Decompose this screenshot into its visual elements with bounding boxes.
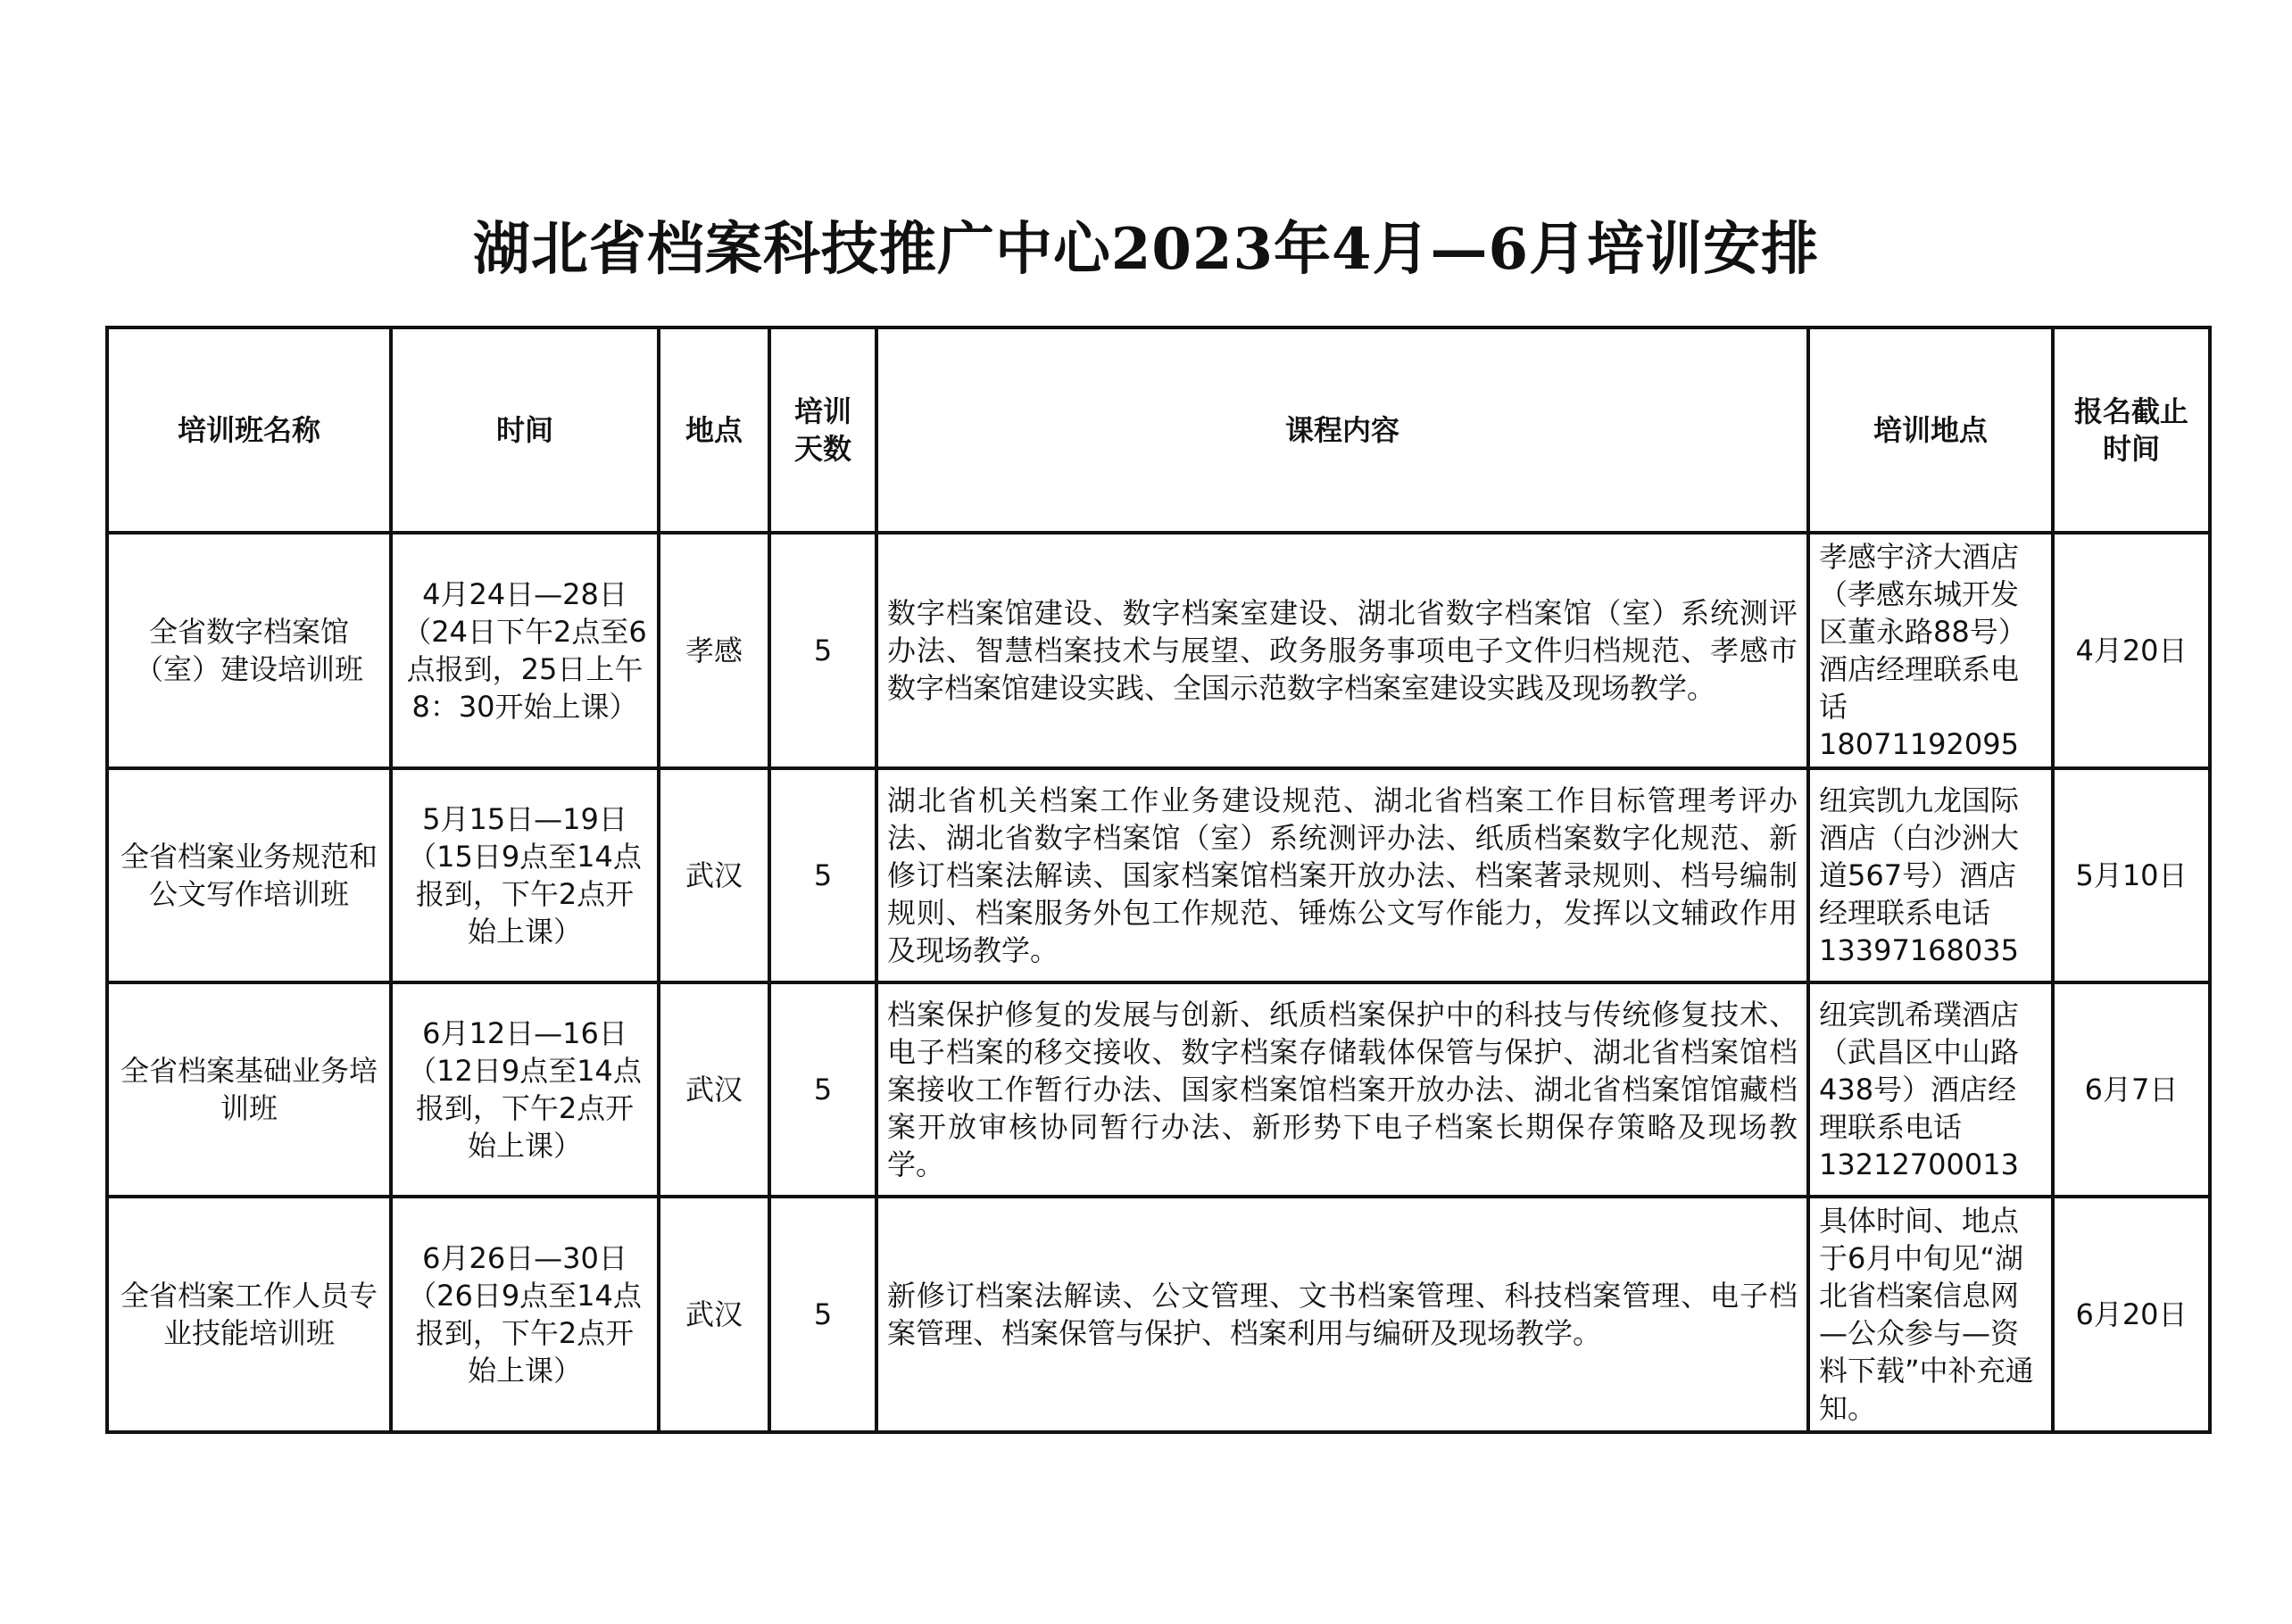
cell-content: 新修订档案法解读、公文管理、文书档案管理、科技档案管理、电子档案管理、档案保管与保护、档案利用与编研及现场教学。 xyxy=(876,1197,1808,1432)
cell-venue: 纽宾凯九龙国际酒店（白沙洲大道567号）酒店经理联系电话13397168035 xyxy=(1808,768,2053,982)
cell-content: 湖北省机关档案工作业务建设规范、湖北省档案工作目标管理考评办法、湖北省数字档案馆（室）系统测评办法、纸质档案数字化规范、新修订档案法解读、国家档案馆档案开放办法、档案著录规则、档号编制规则、档案服务外包工作规范、锤炼公文写作能力，发挥以文辅政作用及现场教学。 xyxy=(876,768,1808,982)
header-venue: 培训地点 xyxy=(1808,327,2053,533)
cell-venue: 孝感宇济大酒店（孝感东城开发区董永路88号）酒店经理联系电话18071192095 xyxy=(1808,533,2053,768)
header-place: 地点 xyxy=(659,327,769,533)
cell-name: 全省档案基础业务培训班 xyxy=(107,982,391,1197)
cell-name: 全省档案业务规范和公文写作培训班 xyxy=(107,768,391,982)
header-deadline: 报名截止时间 xyxy=(2053,327,2210,533)
cell-deadline: 6月7日 xyxy=(2053,982,2210,1197)
header-time: 时间 xyxy=(391,327,659,533)
cell-deadline: 5月10日 xyxy=(2053,768,2210,982)
header-days: 培训天数 xyxy=(769,327,876,533)
cell-place: 武汉 xyxy=(659,768,769,982)
cell-days: 5 xyxy=(769,982,876,1197)
cell-deadline: 6月20日 xyxy=(2053,1197,2210,1432)
table-row xyxy=(107,982,2210,1197)
cell-name: 全省数字档案馆（室）建设培训班 xyxy=(107,533,391,768)
cell-venue: 具体时间、地点于6月中旬见“湖北省档案信息网—公众参与—资料下载”中补充通知。 xyxy=(1808,1197,2053,1432)
table-row xyxy=(107,533,2210,768)
cell-deadline: 4月20日 xyxy=(2053,533,2210,768)
cell-time: 5月15日—19日（15日9点至14点报到，下午2点开始上课） xyxy=(391,768,659,982)
cell-place: 武汉 xyxy=(659,982,769,1197)
page-title: 湖北省档案科技推广中心2023年4月—6月培训安排 xyxy=(472,216,1820,283)
cell-place: 武汉 xyxy=(659,1197,769,1432)
cell-content: 数字档案馆建设、数字档案室建设、湖北省数字档案馆（室）系统测评办法、智慧档案技术与展望、政务服务事项电子文件归档规范、孝感市数字档案馆建设实践、全国示范数字档案室建设实践及现场教学。 xyxy=(876,533,1808,768)
cell-name: 全省档案工作人员专业技能培训班 xyxy=(107,1197,391,1432)
table-row xyxy=(107,768,2210,982)
cell-days: 5 xyxy=(769,768,876,982)
cell-content: 档案保护修复的发展与创新、纸质档案保护中的科技与传统修复技术、电子档案的移交接收、数字档案存储载体保管与保护、湖北省档案馆档案接收工作暂行办法、国家档案馆档案开放办法、湖北省档案馆馆藏档案开放审核协同暂行办法、新形势下电子档案长期保存策略及现场教学。 xyxy=(876,982,1808,1197)
training-schedule-table xyxy=(105,326,2212,1434)
cell-days: 5 xyxy=(769,1197,876,1432)
table-header-row xyxy=(107,327,2210,533)
header-content: 课程内容 xyxy=(876,327,1808,533)
table-row xyxy=(107,1197,2210,1432)
cell-place: 孝感 xyxy=(659,533,769,768)
cell-venue: 纽宾凯希璞酒店（武昌区中山路438号）酒店经理联系电话13212700013 xyxy=(1808,982,2053,1197)
cell-time: 4月24日—28日（24日下午2点至6点报到，25日上午8：30开始上课） xyxy=(391,533,659,768)
cell-time: 6月26日—30日（26日9点至14点报到，下午2点开始上课） xyxy=(391,1197,659,1432)
cell-time: 6月12日—16日（12日9点至14点报到，下午2点开始上课） xyxy=(391,982,659,1197)
header-name: 培训班名称 xyxy=(107,327,391,533)
cell-days: 5 xyxy=(769,533,876,768)
